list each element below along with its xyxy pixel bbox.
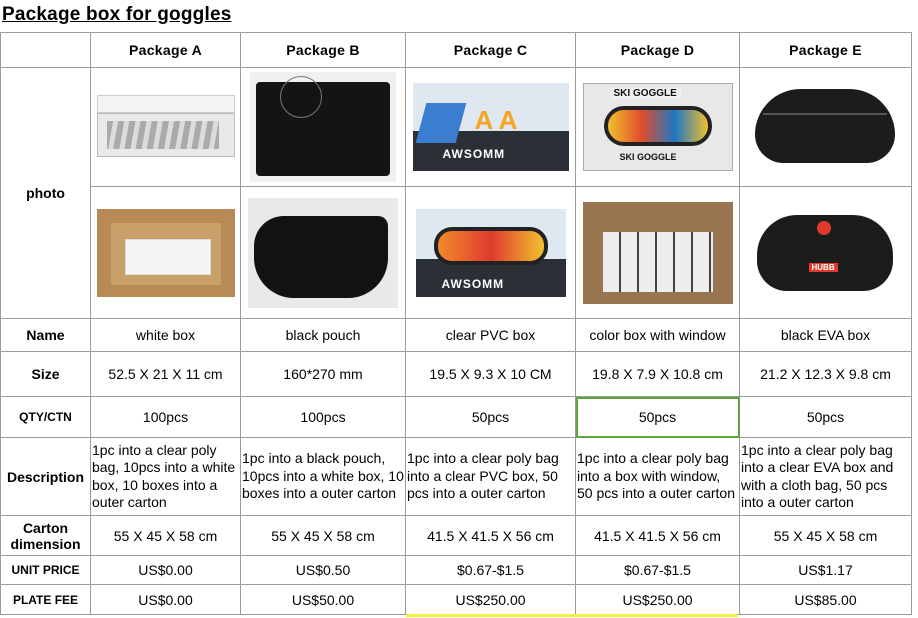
row-label-qty: QTY/CTN	[1, 397, 91, 438]
row-label-description: Description	[1, 438, 91, 516]
unit-price-c: $0.67-$1.5	[406, 556, 576, 585]
qty-d-selected[interactable]: 50pcs	[576, 397, 740, 438]
description-a: 1pc into a clear poly bag, 10pcs into a white box, 10 boxes into a outer carton	[91, 438, 241, 516]
header-package-d: Package D	[576, 33, 740, 68]
photo-b-pouch-shaped	[241, 187, 406, 319]
name-e: black EVA box	[740, 319, 912, 352]
row-size	[1, 352, 912, 397]
photo-a-open-box	[91, 187, 241, 319]
name-a: white box	[91, 319, 241, 352]
row-label-plate-fee: PLATE FEE	[1, 585, 91, 615]
row-label-size: Size	[1, 352, 91, 397]
photo-b-pouch-flat	[241, 68, 406, 187]
row-carton	[1, 516, 912, 556]
photo-c-brand-text: AWSOMM	[442, 147, 506, 161]
photo-c-brand-text-2: AWSOMM	[441, 276, 505, 291]
photo-d-label-top: SKI GOGGLE	[610, 88, 681, 99]
photo-c-pvc-box: A A AWSOMM	[406, 68, 576, 187]
row-plate-fee	[1, 585, 912, 615]
photo-d-carton-window	[576, 187, 740, 319]
carton-a: 55 X 45 X 58 cm	[91, 516, 241, 556]
qty-c: 50pcs	[406, 397, 576, 438]
photo-a-closed-box	[91, 68, 241, 187]
corner-cell	[1, 33, 91, 68]
photo-e-tag-text: HUBB	[809, 263, 838, 272]
unit-price-e: US$1.17	[740, 556, 912, 585]
description-d: 1pc into a clear poly bag into a box with window, 50 pcs into a outer carton	[576, 438, 740, 516]
qty-a: 100pcs	[91, 397, 241, 438]
row-description	[1, 438, 912, 516]
name-c: clear PVC box	[406, 319, 576, 352]
row-label-photo: photo	[1, 68, 91, 319]
carton-b: 55 X 45 X 58 cm	[241, 516, 406, 556]
size-d: 19.8 X 7.9 X 10.8 cm	[576, 352, 740, 397]
package-comparison-table	[0, 32, 912, 615]
header-package-e: Package E	[740, 33, 912, 68]
photo-c-pvc-box-goggle	[406, 187, 576, 319]
plate-fee-d: US$250.00	[576, 585, 740, 615]
header-package-a: Package A	[91, 33, 241, 68]
qty-e: 50pcs	[740, 397, 912, 438]
photo-row-top	[1, 68, 912, 187]
size-b: 160*270 mm	[241, 352, 406, 397]
row-name	[1, 319, 912, 352]
row-unit-price	[1, 556, 912, 585]
row-qty	[1, 397, 912, 438]
selection-underline	[406, 614, 738, 617]
unit-price-d: $0.67-$1.5	[576, 556, 740, 585]
photo-e-eva-case-tag	[740, 187, 912, 319]
name-b: black pouch	[241, 319, 406, 352]
plate-fee-e: US$85.00	[740, 585, 912, 615]
header-package-b: Package B	[241, 33, 406, 68]
size-c: 19.5 X 9.3 X 10 CM	[406, 352, 576, 397]
name-d: color box with window	[576, 319, 740, 352]
plate-fee-b: US$50.00	[241, 585, 406, 615]
size-e: 21.2 X 12.3 X 9.8 cm	[740, 352, 912, 397]
description-e: 1pc into a clear poly bag into a clear EVA box and with a cloth bag, 50 pcs into a outer carton	[740, 438, 912, 516]
row-label-unit-price: UNIT PRICE	[1, 556, 91, 585]
header-package-c: Package C	[406, 33, 576, 68]
row-label-name: Name	[1, 319, 91, 352]
description-c: 1pc into a clear poly bag into a clear PVC box, 50 pcs into a outer carton	[406, 438, 576, 516]
photo-e-eva-case	[740, 68, 912, 187]
unit-price-b: US$0.50	[241, 556, 406, 585]
photo-row-bottom	[1, 187, 912, 319]
carton-c: 41.5 X 41.5 X 56 cm	[406, 516, 576, 556]
unit-price-a: US$0.00	[91, 556, 241, 585]
plate-fee-a: US$0.00	[91, 585, 241, 615]
description-b: 1pc into a black pouch, 10pcs into a white box, 10 boxes into a outer carton	[241, 438, 406, 516]
row-label-carton: Carton dimension	[1, 516, 91, 556]
header-row	[1, 33, 912, 68]
carton-d: 41.5 X 41.5 X 56 cm	[576, 516, 740, 556]
qty-b: 100pcs	[241, 397, 406, 438]
carton-e: 55 X 45 X 58 cm	[740, 516, 912, 556]
photo-d-label-bottom: SKI GOGGLE	[619, 152, 677, 162]
size-a: 52.5 X 21 X 11 cm	[91, 352, 241, 397]
photo-d-color-box	[576, 68, 740, 187]
page-title: Package box for goggles	[2, 4, 232, 25]
plate-fee-c: US$250.00	[406, 585, 576, 615]
